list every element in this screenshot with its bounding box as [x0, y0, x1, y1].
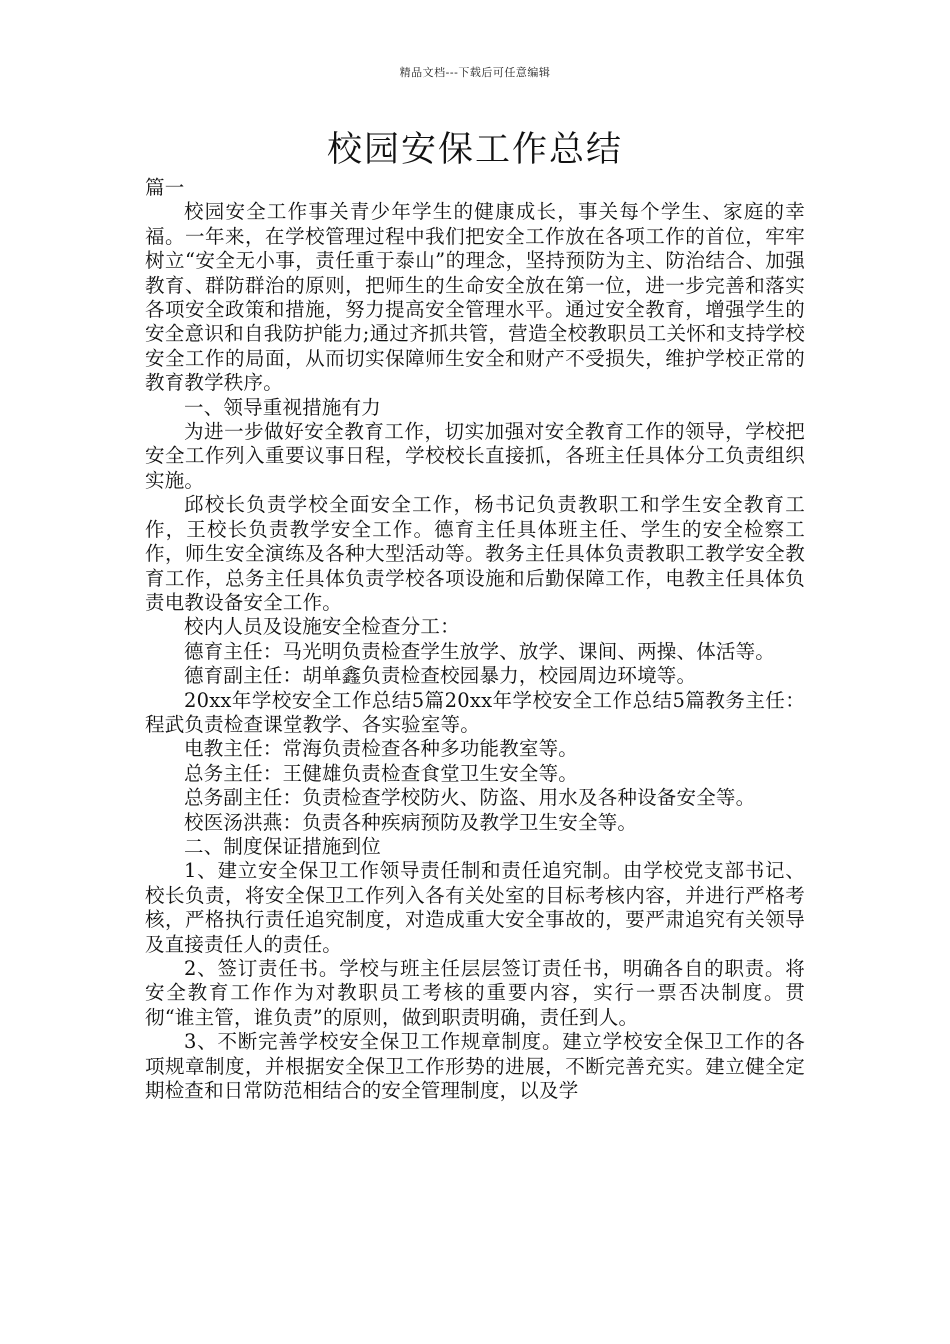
paragraph: 总务副主任：负责检查学校防火、防盗、用水及各种设备安全等。 [184, 786, 756, 810]
paragraph: 德育副主任：胡单鑫负责检查校园暴力，校园周边环境等。 [184, 664, 697, 688]
paragraph: 邱校长负责学校全面安全工作，杨书记负责教职工和学生安全教育工作，王校长负责教学安全工作。德育主任具体班主任、学生的安全检察工作，师生安全演练及各种大型活动等。教务主任具体负责教职工教学安全教育工作，总务主任具体负责学校各项设施和后勤保障工作，电教主任具体负责电教设备安全工作。 [145, 493, 805, 614]
section-heading-1: 一、领导重视措施有力 [184, 395, 382, 419]
paragraph: 2、签订责任书。学校与班主任层层签订责任书，明确各自的职责。将安全教育工作作为对教职员工考核的重要内容，实行一票否决制度。贯彻“谁主管，谁负责”的原则，做到职责明确，责任到人。 [145, 957, 805, 1029]
paragraph: 1、建立安全保卫工作领导责任制和责任追究制。由学校党支部书记、校长负责，将安全保卫工作列入各有关处室的目标考核内容，并进行严格考核，严格执行责任追究制度，对造成重大安全事故的，要严肃追究有关领导及直接责任人的责任。 [145, 859, 805, 956]
section-label: 篇一 [145, 176, 185, 199]
paragraph: 校医汤洪燕：负责各种疾病预防及教学卫生安全等。 [184, 810, 638, 834]
paragraph: 3、不断完善学校安全保卫工作规章制度。建立学校安全保卫工作的各项规章制度，并根据安全保卫工作形势的进展，不断完善充实。建立健全定期检查和日常防范相结合的安全管理制度，以及学 [145, 1030, 805, 1103]
paragraph: 德育主任：马光明负责检查学生放学、放学、课间、两操、体活等。 [184, 639, 776, 663]
document-body [145, 176, 805, 1103]
section-heading-2: 二、制度保证措施到位 [184, 834, 382, 858]
paragraph: 校内人员及设施安全检查分工： [184, 615, 460, 639]
paragraph: 电教主任：常海负责检查各种多功能教室等。 [184, 737, 579, 761]
document-title: 校园安保工作总结 [326, 130, 623, 170]
paragraph: 总务主任：王健雄负责检查食堂卫生安全等。 [184, 761, 579, 785]
intro-paragraph: 校园安全工作事关青少年学生的健康成长，事关每个学生、家庭的幸福。一年来，在学校管理过程中我们把安全工作放在各项工作的首位，牢牢树立“安全无小事，责任重于泰山”的理念，坚持预防为主、防治结合、加强教育、群防群治的原则，把师生的生命安全放在第一位，进一步完善和落实各项安全政策和措施，努力提高安全管理水平。通过安全教育，增强学生的安全意识和自我防护能力;通过齐抓共管，营造全校教职员工关怀和支持学校安全工作的局面，从而切实保障师生安全和财产不受损失，维护学校正常的教育教学秩序。 [145, 200, 805, 395]
paragraph: 为进一步做好安全教育工作，切实加强对安全教育工作的领导，学校把安全工作列入重要议事日程，学校校长直接抓，各班主任具体分工负责组织实施。 [145, 420, 805, 492]
header-note: 精品文档---下载后可任意编辑 [399, 66, 551, 79]
paragraph: 20xx年学校安全工作总结5篇20xx年学校安全工作总结5篇教务主任：程武负责检查课堂教学、各实验室等。 [145, 688, 805, 736]
